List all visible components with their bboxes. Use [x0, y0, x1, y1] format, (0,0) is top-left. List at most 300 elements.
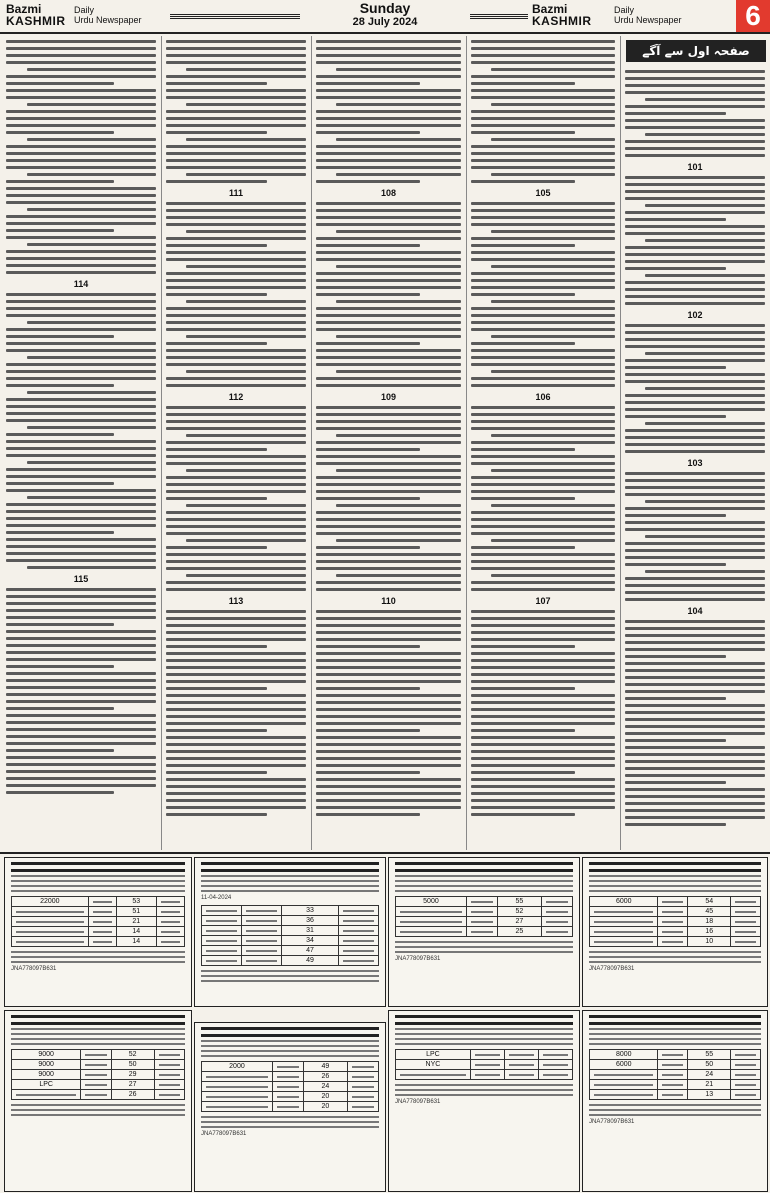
text-line [6, 510, 156, 513]
notice-date: 11-04-2024 [201, 895, 232, 901]
text-line [6, 131, 114, 134]
table-cell [658, 1070, 688, 1080]
table-cell [81, 1080, 111, 1090]
notice-text-line [11, 1114, 185, 1116]
story-number: 104 [687, 606, 703, 616]
text-line [471, 638, 615, 641]
text-line [471, 813, 575, 816]
text-line [6, 637, 156, 640]
text-line [625, 584, 765, 587]
notice-text-line [589, 1109, 761, 1111]
text-line [6, 588, 156, 591]
text-line [625, 253, 765, 256]
text-line [625, 126, 765, 129]
text-line [471, 131, 575, 134]
notice-table [589, 896, 761, 947]
text-line [316, 61, 461, 64]
text-line [625, 725, 765, 728]
text-line [625, 190, 765, 193]
table-cell: 34 [282, 936, 339, 946]
text-line [316, 286, 461, 289]
text-line [166, 349, 306, 352]
text-line [491, 138, 615, 141]
text-line [625, 802, 765, 805]
text-line [316, 532, 461, 535]
text-line [471, 110, 615, 113]
text-line [625, 739, 726, 742]
notice-text-line [11, 1109, 185, 1111]
table-cell [242, 936, 282, 946]
text-line [166, 778, 306, 781]
text-line [625, 809, 765, 812]
text-line [6, 693, 156, 696]
table-cell [466, 917, 497, 927]
text-line [491, 469, 615, 472]
text-line [316, 145, 461, 148]
table-cell: 52 [111, 1050, 154, 1060]
text-line [6, 201, 156, 204]
text-line [27, 566, 156, 569]
text-line [491, 173, 615, 176]
table-cell [202, 936, 242, 946]
text-line [625, 486, 765, 489]
text-line [625, 753, 765, 756]
text-line [471, 166, 615, 169]
text-line [625, 577, 765, 580]
notice-text-line [395, 880, 573, 882]
text-line [166, 166, 306, 169]
text-line [471, 420, 615, 423]
text-line [471, 659, 615, 662]
notice-heading [395, 1022, 573, 1025]
text-line [471, 680, 615, 683]
table-cell [12, 1090, 81, 1100]
text-line [471, 617, 615, 620]
notice-heading [589, 862, 761, 865]
table-cell [156, 927, 184, 937]
text-line [6, 117, 156, 120]
text-line [6, 405, 156, 408]
table-row [12, 1060, 185, 1070]
notice-text-line [11, 1028, 185, 1030]
text-line [625, 683, 765, 686]
text-line [471, 546, 575, 549]
notice-text-line [201, 1116, 379, 1118]
text-line [316, 624, 461, 627]
court-notice [582, 1010, 768, 1192]
notice-text-line [11, 880, 185, 882]
text-line [491, 103, 615, 106]
table-row [396, 917, 573, 927]
text-line [6, 377, 156, 380]
table-cell: 27 [111, 1080, 154, 1090]
notice-heading [11, 869, 185, 872]
text-line [316, 497, 420, 500]
table-cell [658, 897, 688, 907]
table-cell [541, 907, 572, 917]
table-row [202, 1082, 379, 1092]
text-line [471, 321, 615, 324]
text-line [316, 131, 420, 134]
text-line [491, 335, 615, 338]
text-line [471, 279, 615, 282]
notice-text-line [201, 980, 379, 982]
notice-heading [201, 869, 379, 872]
text-line [625, 154, 765, 157]
text-line [625, 394, 765, 397]
text-line [166, 61, 306, 64]
table-row [590, 1090, 761, 1100]
story-number: 103 [687, 458, 703, 468]
story-number: 101 [687, 162, 703, 172]
text-line [625, 450, 765, 453]
text-line [166, 764, 306, 767]
table-cell [658, 1090, 688, 1100]
text-line [6, 96, 156, 99]
right-sub-daily: Daily [614, 5, 635, 15]
table-cell: 24 [303, 1082, 347, 1092]
text-line [166, 145, 306, 148]
text-line [625, 690, 765, 693]
table-cell [538, 1070, 572, 1080]
text-line [316, 785, 461, 788]
text-line [625, 591, 765, 594]
table-cell [338, 906, 378, 916]
table-cell: 49 [303, 1062, 347, 1072]
text-line [471, 286, 615, 289]
text-line [316, 659, 461, 662]
text-line [645, 387, 765, 390]
notice-text-line [589, 951, 761, 953]
table-cell [466, 927, 497, 937]
text-line [186, 138, 306, 141]
text-line [6, 489, 156, 492]
text-line [186, 539, 306, 542]
table-cell: 50 [688, 1060, 731, 1070]
text-line [316, 166, 461, 169]
notice-heading [589, 1022, 761, 1025]
story-number: 109 [380, 392, 397, 402]
text-line [625, 620, 765, 623]
table-row [590, 927, 761, 937]
text-line [625, 415, 726, 418]
article-column-2 [166, 36, 306, 850]
text-line [625, 197, 765, 200]
notice-ref: JNA778097B631 [201, 1131, 247, 1137]
table-cell [88, 907, 116, 917]
text-line [316, 525, 461, 528]
table-cell: 29 [111, 1070, 154, 1080]
table-row [202, 1102, 379, 1112]
text-line [316, 560, 461, 563]
notice-heading [395, 862, 573, 865]
text-line [6, 651, 156, 654]
notice-text-line [395, 1089, 573, 1091]
story-number: 106 [535, 392, 551, 402]
text-line [625, 676, 765, 679]
text-line [625, 781, 726, 784]
text-line [6, 791, 114, 794]
text-line [336, 230, 461, 233]
table-cell: 10 [688, 937, 731, 947]
text-line [27, 321, 156, 324]
text-line [645, 133, 765, 136]
column-separator [466, 36, 467, 850]
text-line [316, 610, 461, 613]
notice-heading [201, 1027, 379, 1030]
table-row [202, 916, 379, 926]
court-notice [4, 1010, 192, 1192]
text-line [625, 521, 765, 524]
text-line [166, 110, 306, 113]
text-line [625, 493, 765, 496]
text-line [625, 183, 765, 186]
text-line [625, 816, 765, 819]
text-line [625, 345, 765, 348]
text-line [625, 281, 765, 284]
text-line [471, 476, 615, 479]
table-row [202, 926, 379, 936]
table-cell [272, 1072, 303, 1082]
text-line [316, 349, 461, 352]
text-line [166, 342, 267, 345]
table-cell [156, 907, 184, 917]
text-line [6, 159, 156, 162]
table-row [12, 907, 185, 917]
text-line [166, 159, 306, 162]
notice-text-line [201, 1040, 379, 1042]
text-line [316, 152, 461, 155]
text-line [625, 218, 726, 221]
text-line [471, 687, 575, 690]
table-cell: 18 [688, 917, 731, 927]
text-line [471, 251, 615, 254]
text-line [316, 722, 461, 725]
text-line [471, 145, 615, 148]
text-line [471, 624, 615, 627]
table-cell: 20 [303, 1092, 347, 1102]
text-line [491, 265, 615, 268]
notice-table [11, 1049, 185, 1100]
text-line [6, 419, 156, 422]
table-cell [242, 916, 282, 926]
table-cell [338, 936, 378, 946]
text-line [27, 391, 156, 394]
text-line [166, 293, 267, 296]
notice-heading [201, 1034, 379, 1037]
text-line [166, 771, 267, 774]
text-line [625, 84, 765, 87]
text-line [471, 180, 575, 183]
text-line [471, 722, 615, 725]
table-cell [154, 1090, 184, 1100]
table-row [202, 1072, 379, 1082]
notice-heading [395, 869, 573, 872]
text-line [166, 701, 306, 704]
notice-text-line [589, 1038, 761, 1040]
text-line [186, 434, 306, 437]
text-line [491, 539, 615, 542]
text-line [471, 750, 615, 753]
text-line [316, 771, 420, 774]
text-line [166, 518, 306, 521]
notice-text-line [201, 970, 379, 972]
text-line [6, 728, 156, 731]
text-line [645, 274, 765, 277]
table-cell: 8000 [590, 1050, 658, 1060]
right-masthead [532, 3, 592, 27]
table-cell: 26 [303, 1072, 347, 1082]
text-line [316, 406, 461, 409]
notice-text-line [201, 975, 379, 977]
text-line [6, 180, 114, 183]
table-cell [202, 926, 242, 936]
table-cell [470, 1050, 504, 1060]
text-line [316, 110, 461, 113]
text-line [27, 243, 156, 246]
text-line [316, 813, 420, 816]
story-number: 115 [73, 574, 89, 584]
notice-text-line [395, 951, 573, 953]
table-cell: 20 [303, 1102, 347, 1112]
article-column-1 [6, 36, 156, 850]
table-cell: 47 [282, 946, 339, 956]
table-row [12, 1080, 185, 1090]
text-line [166, 560, 306, 563]
text-line [6, 187, 156, 190]
text-line [27, 461, 156, 464]
table-row [12, 1070, 185, 1080]
text-line [166, 96, 306, 99]
text-line [336, 68, 461, 71]
text-line [27, 426, 156, 429]
court-notice [194, 1022, 386, 1192]
text-line [316, 82, 420, 85]
text-line [336, 504, 461, 507]
table-cell: 22000 [12, 897, 89, 907]
notice-heading [201, 862, 379, 865]
notice-text-line [201, 885, 379, 887]
text-line [166, 406, 306, 409]
text-line [6, 300, 156, 303]
text-line [186, 300, 306, 303]
table-cell [81, 1050, 111, 1060]
text-line [166, 377, 306, 380]
text-line [166, 223, 306, 226]
table-cell: 26 [111, 1090, 154, 1100]
notice-text-line [395, 885, 573, 887]
notice-text-line [201, 875, 379, 877]
text-line [471, 75, 615, 78]
table-cell [12, 927, 89, 937]
text-line [6, 335, 114, 338]
text-line [625, 267, 726, 270]
text-line [6, 447, 156, 450]
text-line [166, 89, 306, 92]
table-row [12, 897, 185, 907]
text-line [336, 574, 461, 577]
table-cell [541, 927, 572, 937]
text-line [491, 68, 615, 71]
text-line [166, 75, 306, 78]
table-cell [504, 1050, 538, 1060]
notice-text-line [589, 890, 761, 892]
table-row [590, 907, 761, 917]
table-cell [156, 937, 184, 947]
text-line [6, 307, 156, 310]
notice-text-line [395, 1084, 573, 1086]
text-line [316, 736, 461, 739]
text-line [316, 687, 420, 690]
text-line [316, 553, 461, 556]
text-line [166, 757, 306, 760]
notice-text-line [11, 961, 185, 963]
table-row [12, 937, 185, 947]
text-line [6, 552, 156, 555]
text-line [27, 208, 156, 211]
notice-heading [11, 1022, 185, 1025]
table-cell [658, 1060, 688, 1070]
text-line [316, 483, 461, 486]
text-line [471, 54, 615, 57]
text-line [166, 806, 306, 809]
text-line [6, 672, 156, 675]
text-line [316, 701, 461, 704]
notice-text-line [11, 875, 185, 877]
text-line [471, 223, 615, 226]
text-line [6, 735, 156, 738]
text-line [316, 258, 461, 261]
table-cell [504, 1070, 538, 1080]
text-line [625, 119, 765, 122]
notice-text-line [589, 880, 761, 882]
table-cell [202, 1102, 273, 1112]
table-cell [338, 916, 378, 926]
notice-table [589, 1049, 761, 1100]
text-line [471, 384, 615, 387]
left-sub-urdu: Urdu Newspaper [74, 15, 142, 25]
text-line [166, 462, 306, 465]
text-line [166, 202, 306, 205]
text-line [166, 47, 306, 50]
text-line [491, 370, 615, 373]
table-cell [731, 1070, 761, 1080]
text-line [6, 250, 156, 253]
article-column-3 [316, 36, 461, 850]
table-cell: 25 [497, 927, 541, 937]
notice-ref: JNA778097B631 [395, 1099, 441, 1105]
story-number: 105 [535, 188, 551, 198]
table-cell [658, 1050, 688, 1060]
notice-text-line [589, 956, 761, 958]
text-line [166, 792, 306, 795]
text-line [316, 209, 461, 212]
table-cell [590, 907, 658, 917]
text-line [625, 697, 726, 700]
table-cell [658, 927, 688, 937]
text-line [625, 648, 765, 651]
text-line [625, 443, 765, 446]
text-line [625, 359, 765, 362]
text-line [316, 384, 461, 387]
table-row [396, 927, 573, 937]
text-line [186, 230, 306, 233]
text-line [471, 216, 615, 219]
text-line [625, 627, 765, 630]
notice-heading [395, 1015, 573, 1018]
text-line [6, 384, 114, 387]
table-cell: 9000 [12, 1050, 81, 1060]
